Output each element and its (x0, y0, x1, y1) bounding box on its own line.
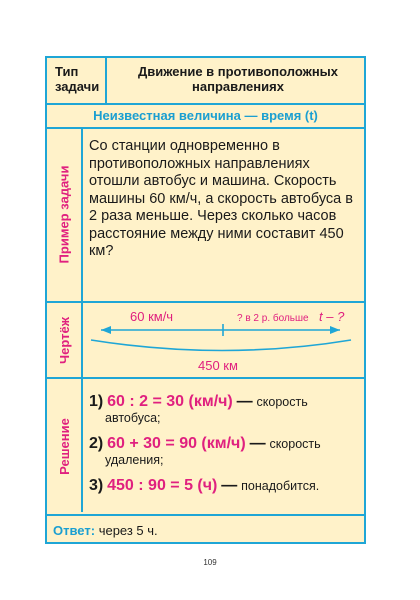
distance-brace (91, 340, 351, 351)
divider (47, 514, 364, 516)
header-divider (105, 58, 107, 103)
arrow-left-head (101, 326, 111, 334)
solution-step-2 (89, 435, 321, 468)
page-number: 109 (203, 558, 217, 567)
step-dash: — (236, 393, 253, 410)
example-side-label (47, 129, 81, 299)
bus-speed-label: ? в 2 р. больше (237, 313, 309, 324)
solution-step-3 (89, 477, 319, 494)
step-expression: 60 : 2 = 30 (км/ч) (107, 393, 233, 410)
step-expression: 60 + 30 = 90 (км/ч) (107, 435, 246, 452)
problem-text: Со станции одновременно в противоположных направлениях отошли автобус и машина. Скорость машины 60 км/ч, а скорость автобуса в 2 раза меньше. Через сколько часов расстояние между ними составит 450 км? (89, 138, 353, 259)
step-comment-continued: удаления; (105, 453, 164, 467)
solution-side-text: Решение (56, 417, 72, 475)
task-type-title: Движение в противоположных направлениях (137, 64, 339, 94)
step-comment-continued: автобуса; (105, 411, 161, 425)
step-expression: 450 : 90 = 5 (ч) (107, 477, 218, 494)
step-number: 3) (89, 477, 104, 494)
time-label: t – ? (319, 309, 345, 324)
solution-side-label (47, 379, 81, 513)
arrow-right-head (330, 326, 340, 334)
motion-diagram (83, 303, 364, 377)
answer (53, 521, 158, 541)
divider (47, 127, 364, 129)
step-comment: скорость (256, 395, 308, 409)
example-side-text: Пример задачи (56, 165, 72, 263)
step-comment: скорость (269, 437, 321, 451)
rule-card (45, 56, 366, 544)
task-type-line2: задачи (55, 79, 100, 94)
drawing-side-label (47, 303, 81, 377)
step-number: 1) (89, 393, 104, 410)
solution-step-1 (89, 393, 308, 426)
car-speed-label: 60 км/ч (130, 309, 174, 324)
answer-text: через 5 ч. (98, 523, 158, 538)
task-type-label (55, 64, 105, 94)
step-comment: понадобится. (241, 479, 320, 493)
drawing-side-text: Чертёж (56, 316, 72, 364)
step-number: 2) (89, 435, 104, 452)
step-dash: — (221, 477, 238, 494)
answer-label: Ответ: (53, 523, 96, 538)
divider (47, 377, 364, 379)
unknown-quantity: Неизвестная величина — время (t) (93, 108, 318, 123)
step-dash: — (249, 435, 266, 452)
task-type-line1: Тип (55, 64, 79, 79)
distance-label: 450 км (198, 358, 238, 373)
